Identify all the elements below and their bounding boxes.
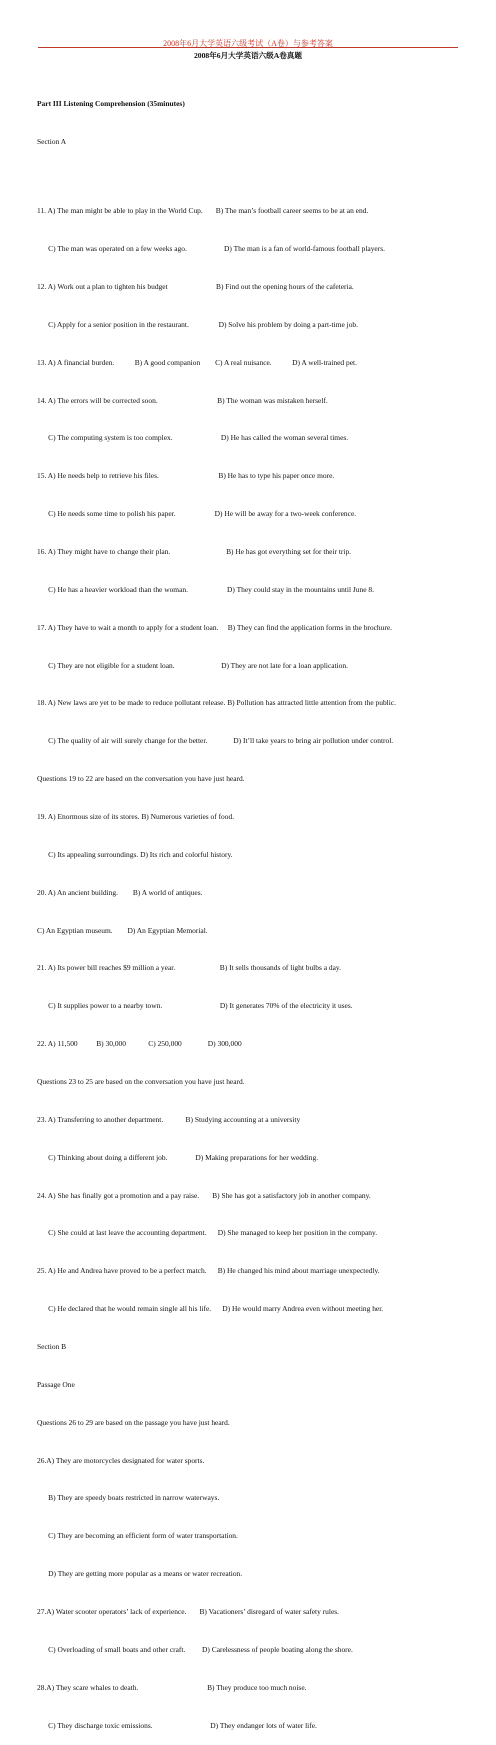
question-line: 18. A) New laws are yet to be made to reduce pollutant release. B) Pollution has attracted little attention from the public.: [37, 698, 396, 708]
question-line: 28.A) They scare whales to death. B) They produce too much noise.: [37, 1682, 307, 1692]
question-line: C) Overloading of small boats and other craft. D) Carelessness of people boating along the shore.: [37, 1644, 353, 1654]
question-line: 19. A) Enormous size of its stores. B) Numerous varieties of food.: [37, 811, 235, 821]
question-line: C) An Egyptian museum. D) An Egyptian Memorial.: [37, 925, 208, 935]
question-line: C) Apply for a senior position in the restaurant. D) Solve his problem by doing a part-time job.: [37, 319, 359, 329]
question-line: C) Its appealing surroundings. D) Its rich and colorful history.: [37, 849, 233, 859]
section-a-heading: Section A: [37, 137, 67, 147]
header-divider: [38, 47, 458, 48]
question-line: C) The quality of air will surely change for the better. D) It’ll take years to bring air pollution under control.: [37, 736, 394, 746]
question-line: 25. A) He and Andrea have proved to be a perfect match. B) He changed his mind about marriage unexpectedly.: [37, 1266, 380, 1276]
question-line: 17. A) They have to wait a month to apply for a student loan. B) They can find the application forms in the brochure.: [37, 622, 392, 632]
question-line: C) He declared that he would remain single all his life. D) He would marry Andrea even without meeting her.: [37, 1304, 384, 1314]
question-line: C) Thinking about doing a different job. D) Making preparations for her wedding.: [37, 1152, 319, 1162]
question-line: 12. A) Work out a plan to tighten his budget B) Find out the opening hours of the cafeteria.: [37, 281, 354, 291]
question-line: C) The computing system is too complex. D) He has called the woman several times.: [37, 433, 349, 443]
question-line: 13. A) A financial burden. B) A good companion C) A real nuisance. D) A well-trained pet.: [37, 357, 357, 367]
question-line: 26.A) They are motorcycles designated for water sports.: [37, 1455, 205, 1465]
question-line: 15. A) He needs help to retrieve his files. B) He has to type his paper once more.: [37, 471, 335, 481]
spacer: [37, 174, 467, 180]
question-line: 23. A) Transferring to another department. B) Studying accounting at a university: [37, 1114, 301, 1124]
question-line: D) They are getting more popular as a means or water recreation.: [37, 1569, 243, 1579]
question-line: 16. A) They might have to change their plan. B) He has got everything set for their trip.: [37, 546, 352, 556]
question-line: 14. A) The errors will be corrected soon. B) The woman was mistaken herself.: [37, 395, 328, 405]
question-line: 24. A) She has finally got a promotion and a pay raise. B) She has got a satisfactory job in another company.: [37, 1190, 371, 1200]
document-title: 2008年6月大学英语六级A卷真题: [194, 51, 302, 60]
question-line: 27.A) Water scooter operators’ lack of experience. B) Vacationers’ disregard of water safety rules.: [37, 1607, 340, 1617]
question-line: 22. A) 11,500 B) 30,000 C) 250,000 D) 300,000: [37, 1039, 242, 1049]
question-line: C) It supplies power to a nearby town. D) It generates 70% of the electricity it uses.: [37, 1001, 353, 1011]
question-line: C) He needs some time to polish his paper. D) He will be away for a two-week conference.: [37, 509, 357, 519]
part-heading: Part III Listening Comprehension (35minutes): [37, 99, 185, 109]
question-line: C) She could at last leave the accounting department. D) She managed to keep her position in the company.: [37, 1228, 378, 1238]
page-header: 2008年6月大学英语六级考试（A卷）与参考答案: [163, 39, 333, 48]
instruction-line: Questions 19 to 22 are based on the conversation you have just heard.: [37, 774, 245, 784]
passage-heading: Passage One: [37, 1379, 75, 1389]
question-line: C) He has a heavier workload than the woman. D) They could stay in the mountains until June 8.: [37, 584, 374, 594]
question-line: C) They discharge toxic emissions. D) They endanger lots of water life.: [37, 1720, 317, 1730]
question-line: B) They are speedy boats restricted in narrow waterways.: [37, 1493, 220, 1503]
question-line: 21. A) Its power bill reaches $9 million a year. B) It sells thousands of light bulbs a day.: [37, 963, 341, 973]
question-line: 11. A) The man might be able to play in the World Cup. B) The man’s football career seems to be at an end.: [37, 206, 369, 216]
question-line: C) They are not eligible for a student loan. D) They are not late for a loan application.: [37, 660, 348, 670]
document-body: [37, 73, 467, 1745]
instruction-line: Questions 23 to 25 are based on the conversation you have just heard.: [37, 1076, 245, 1086]
section-b-heading: Section B: [37, 1342, 67, 1351]
question-line: C) They are becoming an efficient form of water transportation.: [37, 1531, 238, 1541]
instruction-line: Questions 26 to 29 are based on the passage you have just heard.: [37, 1417, 230, 1427]
question-line: 20. A) An ancient building. B) A world of antiques.: [37, 887, 203, 897]
question-line: C) The man was operated on a few weeks ago. D) The man is a fan of world-famous football players.: [37, 244, 385, 254]
